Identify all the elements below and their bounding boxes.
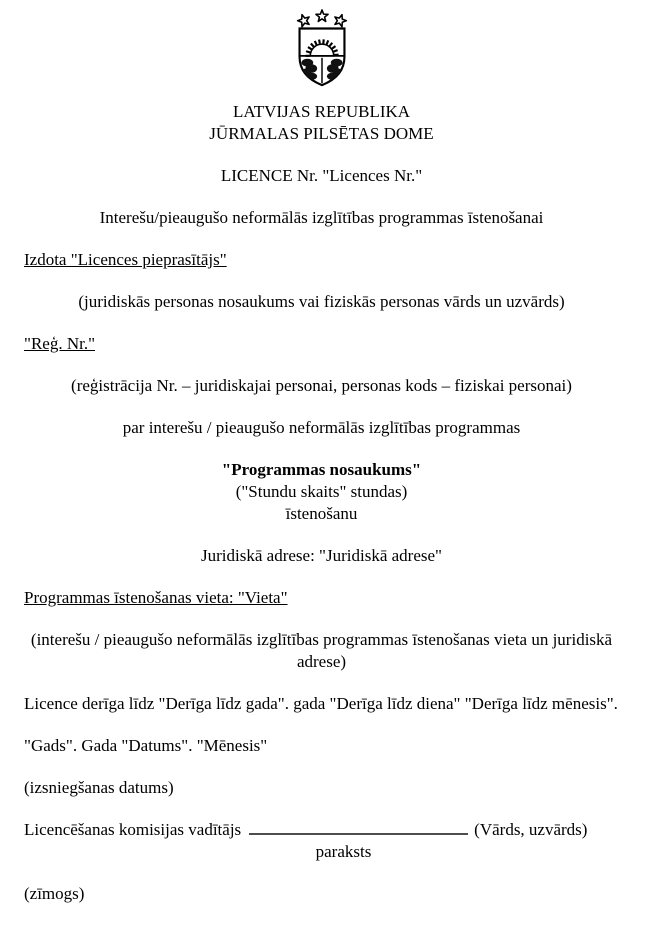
signature-block [24,819,619,863]
purpose-line: Interešu/pieaugušo neformālās izglītības programmas īstenošanai [99,208,544,227]
program-name: "Programmas nosaukums" [221,460,422,479]
issue-date-note: (izsniegšanas datums) [24,778,174,797]
validity-text: Licence derīga līdz "Derīga līdz gada". gada "Derīga līdz diena" "Derīga līdz mēnesis". [24,694,618,713]
issue-date-line: "Gads". Gada "Datums". "Mēnesis" [24,736,268,755]
issued-to-heading: Izdota "Licences pieprasītājs" [24,250,227,269]
document-title: LICENCE Nr. "Licences Nr." [220,166,423,185]
issued-to-note: (juridiskās personas nosaukums vai fiziskās personas vārds un uzvārds) [78,292,565,311]
letterhead [24,101,619,145]
stamp-note: (zīmogs) [24,884,85,903]
signature-name-note: (Vārds, uzvārds) [474,820,588,839]
program-intro-line: par interešu / pieaugušo neformālās izglītības programmas [122,418,521,437]
legal-address-line: Juridiskā adrese: "Juridiskā adrese" [201,546,442,565]
signature-line [249,819,468,835]
venue-note: (interešu / pieaugušo neformālās izglītības programmas īstenošanas vieta un juridiskā adrese) [30,630,613,671]
reg-nr-heading: "Reģ. Nr." [24,334,96,353]
country-name: LATVIJAS REPUBLIKA [232,102,411,121]
program-block [24,459,619,525]
signature-caption: paraksts [315,842,372,861]
program-hours: ("Stundu skaits" stundas) [235,482,408,501]
institution-name: JŪRMALAS PILSĒTAS DOME [209,124,434,143]
reg-nr-note: (reģistrācija Nr. – juridiskajai personai, personas kods – fiziskai personai) [71,376,572,395]
program-action: īstenošanu [285,504,358,523]
venue-heading: Programmas īstenošanas vieta: "Vieta" [24,588,288,607]
jurmala-coat-of-arms-icon [290,8,354,90]
signature-role: Licencēšanas komisijas vadītājs [24,820,242,839]
